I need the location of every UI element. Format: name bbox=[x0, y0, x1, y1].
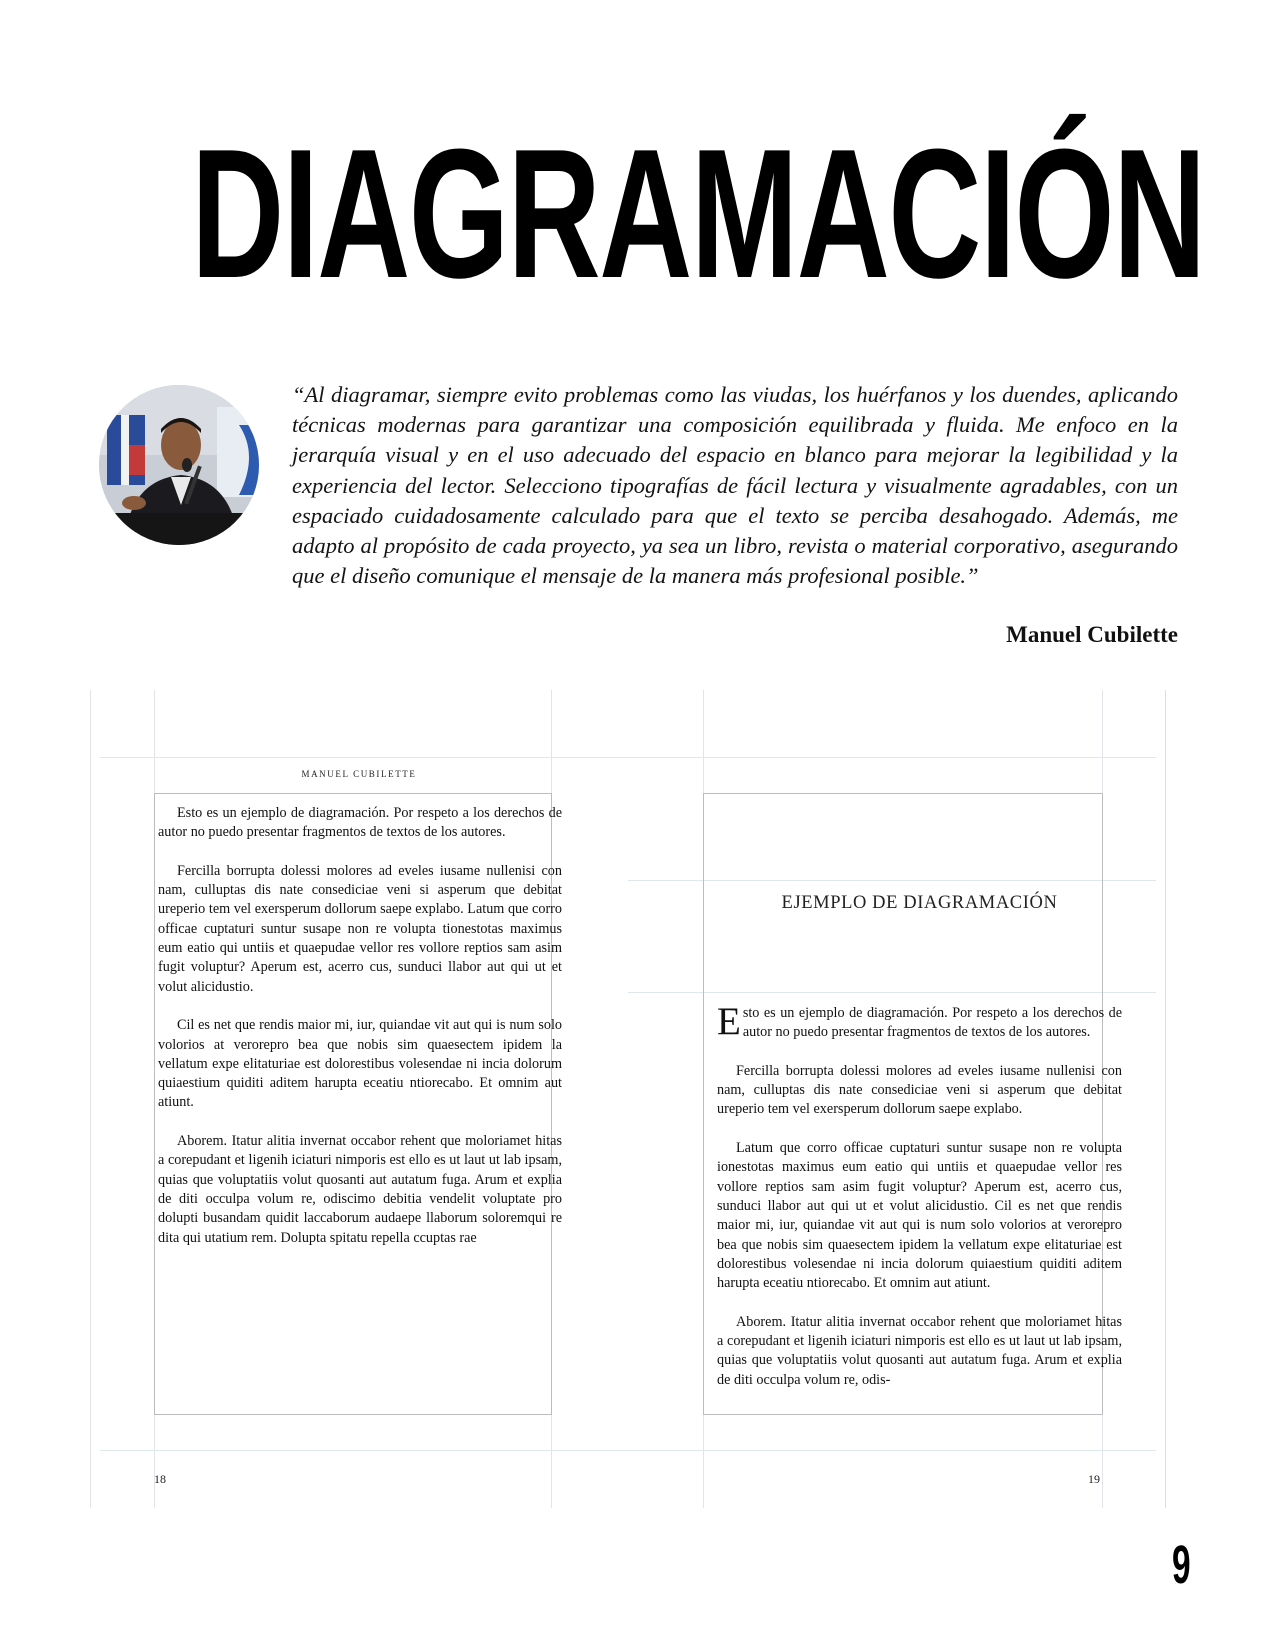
body-paragraph: Fercilla borrupta dolessi molores ad eveles iusame nullenisi con nam, culluptas dis nate consediciae veni si asperum que debitat ureperio tem vel exersperum dollorum saepe explabo. Latum que corro officae cuptaturi suntur susape non re volupta tionestotas maximus eum eatio qui untiis et quaepudae vellor res vollore reptios sam asim fugit voluptur? Aperum est, acerro cus, sunduci llabor aut qui ut et volut alicidustio. bbox=[158, 862, 562, 995]
body-paragraph: Cil es net que rendis maior mi, iur, quiandae vit aut qui is num solo volorios at verorepro bea que nobis sim quaesectem ipidem la vellatum expe elitaturiae est dolorestibus volesendae ni incia dolorum quiaestium quiditi aditem harupta eceatiu ntiorecabo. Et omnim aut atiunt. bbox=[158, 1017, 562, 1111]
body-paragraph: Aborem. Itatur alitia invernat occabor rehent que moloriamet hitas a corepudant et ligenih iciaturi nimporis est ello es ut laut ut lab ipsam, quias que voluptatiis volut quosanti aut autatum fuga. Arum et explia de diti occulpa volum re, odiscimo debitia vendelit voluptate pro dolupti busandam quidit laccaborum audaepe llaborum soloremqui re dita qui utatium rem. Dolupta spitatu repella ccuptas rae bbox=[158, 1133, 562, 1246]
right-page-body bbox=[717, 1000, 1122, 1409]
drop-cap: E bbox=[717, 1000, 741, 1043]
body-paragraph: Aborem. Itatur alitia invernat occabor rehent que moloriamet hitas a corepudant et ligenih iciaturi nimporis est ello es ut laut ut lab ipsam, quias que voluptatiis volut quosanti aut autatum fuga. Arum et explia de diti occulpa volum re, odis- bbox=[717, 1313, 1122, 1388]
body-paragraph: Esto es un ejemplo de diagramación. Por respeto a los derechos de autor no puedo presentar fragmentos de textos de los autores. bbox=[158, 805, 562, 841]
guide-line bbox=[90, 690, 91, 1508]
body-paragraph: Latum que corro officae cuptaturi suntur susape non re volupta ionestotas maximus eum eatio qui untiis et quaepudae vellor res vollore reptios sam asim fugit voluptur? Aperum est, acerro cus, sunduci llabor aut qui ut et volut alicidustio. Cil es net que rendis maior mi, iur, quiandae vit aut qui is num solo volorios at verorepro bea que nobis sim quaesectem ipidem la vellatum expe elitaturiae est dolorestibus volesendae ni incia dolorum quiaestium quiditi aditem harupta eceatiu ntiorecabo. Et omnim aut atiunt. bbox=[717, 1140, 1122, 1292]
page-number: 9 bbox=[1172, 1535, 1191, 1595]
body-paragraph-text: sto es un ejemplo de diagramación. Por respeto a los derechos de autor no puedo presentar fragmentos de textos de los autores. bbox=[742, 1005, 1122, 1041]
quote-text: “Al diagramar, siempre evito problemas como las viudas, los huérfanos y los duendes, aplicando técnicas modernas para garantizar una composición equilibrada y fluida. Me enfoco en la jerarquía visual y en el uso adecuado del espacio en blanco para mejorar la legibilidad y la experiencia del lector. Selecciono tipografías de fácil lectura y visualmente agradables, con un espaciado cuidadosamente calculado para que el texto se perciba desahogado. Además, me adapto al propósito de cada proyecto, ya sea un libro, revista o material corporativo, asegurando que el diseño comunique el mensaje de la manera más profesional posible.” bbox=[292, 382, 1178, 589]
author-photo-illustration bbox=[99, 385, 259, 545]
page-title: DIAGRAMACIÓN bbox=[191, 110, 1205, 316]
folio-left: 18 bbox=[154, 1472, 166, 1486]
folio-right: 19 bbox=[1088, 1472, 1100, 1486]
guide-line bbox=[1165, 690, 1166, 1508]
guide-line bbox=[100, 1450, 1156, 1451]
body-paragraph: Fercilla borrupta dolessi molores ad eveles iusame nullenisi con nam, culluptas dis nate consediciae veni si asperum que debitat ureperio tem vel exersperum dollorum saepe explabo. bbox=[717, 1062, 1122, 1118]
body-paragraph bbox=[717, 1000, 1122, 1043]
quote-author: Manuel Cubilette bbox=[1006, 622, 1178, 647]
running-head: MANUEL CUBILETTE bbox=[301, 769, 417, 779]
author-photo bbox=[99, 385, 259, 545]
guide-line bbox=[100, 757, 1156, 758]
left-page-body bbox=[158, 804, 562, 1267]
section-heading: EJEMPLO DE DIAGRAMACIÓN bbox=[781, 893, 1058, 913]
